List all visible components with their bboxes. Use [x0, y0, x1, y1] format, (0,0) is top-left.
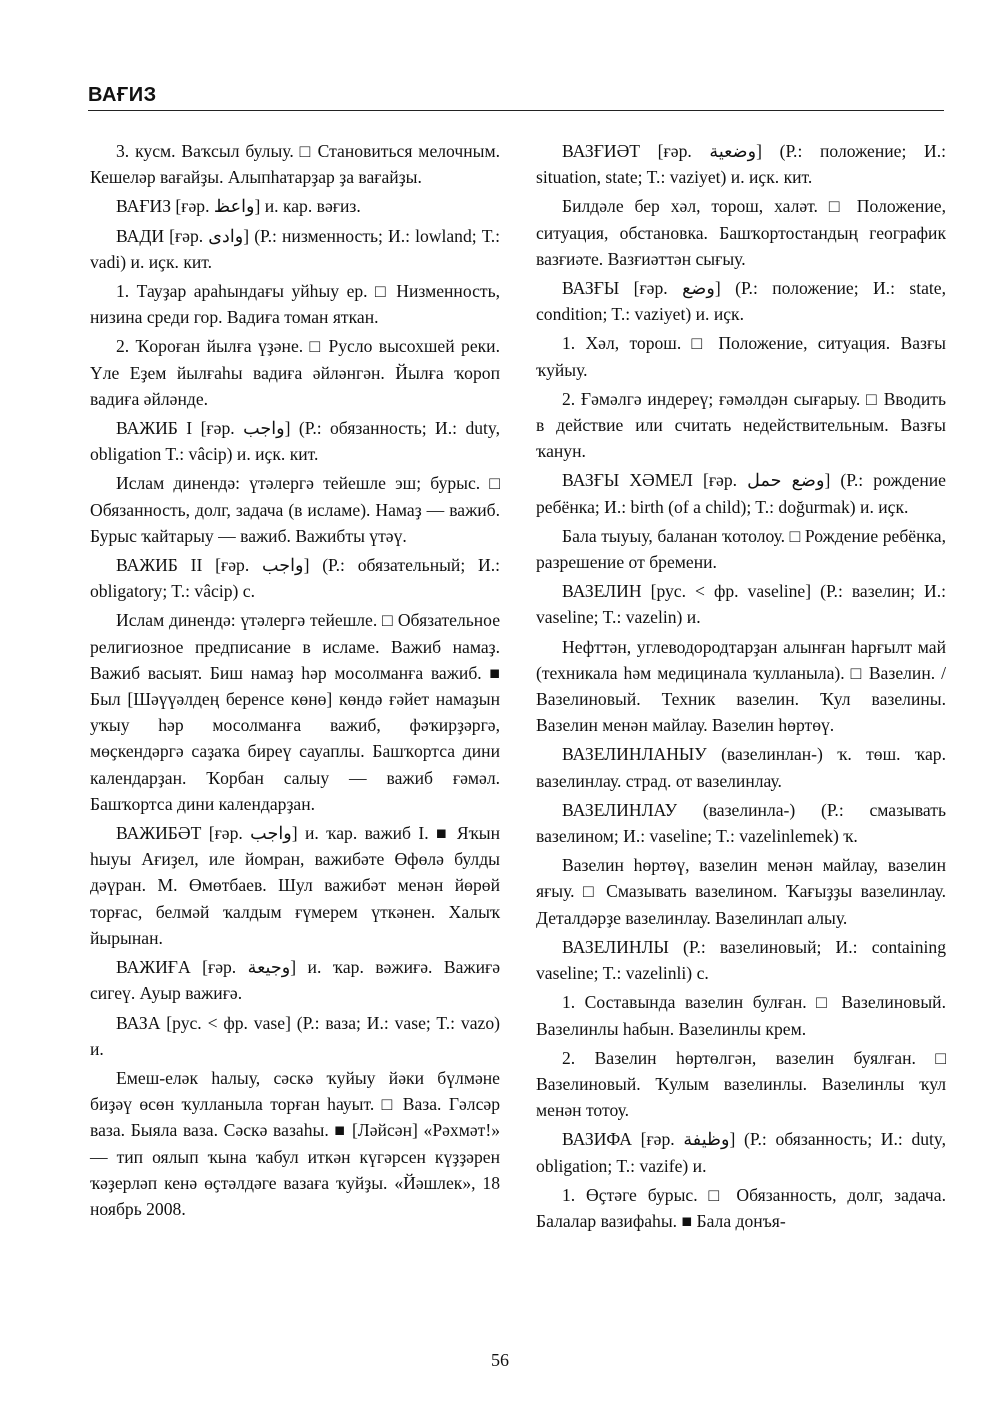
entry-paragraph: Ислам динендә: үтәлергә тейешле. □ Обязательное религиозное предписание в исламе. Важиб намаҙ. Важиб васыят. Биш намаҙ һәр мосолманға важиб. ■ Был [Шәүүәлдең беренсе көнө] көндә ғәйет намаҙын уҡыу һәр мосолманға важиб, фәҡирҙәргә, мөҫкендәргә саҙаҡа биреү сауаплы. Башҡортса дини календарҙан. Ҡорбан салыу — важиб ғәмәл. Башҡортса дини календарҙан. — [90, 610, 500, 814]
entry-paragraph: ВАЖИБ II [ғәр. واجب] (Р.: обязательный; И.: obligatory; T.: vâcip) с. — [90, 555, 500, 602]
entry-paragraph: ВАЗА [рус. < фр. vase] (Р.: ваза; И.: vase; T.: vazo) и. — [90, 1012, 500, 1059]
entry-paragraph: Емеш-еләк һалыу, сәскә ҡуйыу йәки бүлмәне биҙәү өсөн ҡулланыла торған һауыт. □ Ваза. Гәлсәр ваза. Быяла ваза. Сәскә вазаһы. ■ [Ләйсән] «Рәхмәт!» — тип оялып ҡына ҡабул иткән күгәрсен күҙҙәрен ҡәҙерләп кенә өҫтәлдәге вазаға ҡуйҙы. «Йәшлек», 18 ноябрь 2008. — [90, 1067, 500, 1219]
running-header: ВАҒИЗ — [88, 84, 157, 106]
entry-paragraph: ВАЗЕЛИНЛЫ (Р.: вазелиновый; И.: containing vaseline; T.: vazelinli) с. — [536, 936, 946, 984]
entry-paragraph: 1. Өҫтәге бурыс. □ Обязанность, долг, задача. Балалар вазифаһы. ■ Бала донъя- — [536, 1184, 946, 1231]
entry-paragraph: ВАЗИФА [ғәр. وظيفة] (Р.: обязанность; И.: duty, obligation; T.: vazife) и. — [536, 1129, 946, 1176]
entry-paragraph: ВАҒИЗ [ғәр. واعظ] и. кар. вәғиз. — [116, 196, 361, 217]
page-number: 56 — [491, 1350, 509, 1370]
entry-paragraph: ВАДИ [ғәр. وادى] (Р.: низменность; И.: lowland; Т.: vadi) и. иҫк. кит. — [90, 225, 500, 272]
entry-paragraph: Вазелин һөртөү, вазелин менән майлау, вазелин яғыу. □ Смазывать вазелином. Ҡағыҙҙы вазелинлау. Деталдәрҙе вазелинлау. Вазелинлап алыу. — [536, 855, 946, 928]
entry-paragraph: Бала тыуыу, баланан ҡотолоу. □ Рождение ребёнка, разрешение от бремени. — [536, 525, 946, 573]
entry-paragraph: 2. Вазелин һөртөлгән, вазелин буялған. □ Вазелиновый. Ҡулым вазелинлы. Вазелинлы ҡул менән тотоу. — [536, 1047, 946, 1121]
entry-paragraph: ВАЗҒЫ [ғәр. وضع] (Р.: положение; И.: state, condition; T.: vaziyet) и. иҫк. — [536, 278, 946, 325]
entry-paragraph: 2. Ҡороған йылға үҙәне. □ Русло высохшей реки. Үле Еҙем йылғаһы вадиға әйләнгән. Йылға ҡороп вадиға әйләнде. — [90, 336, 500, 409]
entry-paragraph: Билдәле бер хәл, торош, халәт. □ Положение, ситуация, обстановка. Башҡортостандың географик вазғиәте. Вазғиәттән сығыу. — [536, 196, 946, 269]
entry-paragraph: 1. Составында вазелин булған. □ Вазелиновый. Вазелинлы һабын. Вазелинлы крем. — [536, 992, 946, 1039]
entry-paragraph: ВАЗЕЛИНЛАНЫУ (вазелинлан-) ҡ. төш. ҡар. вазелинлау. страд. от вазелинлау. — [536, 744, 946, 791]
right-column — [536, 138, 946, 1237]
left-column — [90, 138, 500, 1225]
entry-paragraph: Нефттән, углеводородтарҙан алынған һарғылт май (техникала һәм медицинала ҡулланыла). □ Вазелин. / Вазелиновый. Техник вазелин. Ҡул вазелины. Вазелин менән майлау. Вазелин һөртөү. — [536, 636, 946, 736]
header-rule — [88, 110, 944, 111]
entry-paragraph: ВАЖИҒА [ғәр. وجيعة] и. ҡар. вәжиғә. Важиғә сигеү. Ауыр важиғә. — [90, 957, 501, 1004]
entry-paragraph: ВАЗЕЛИН [рус. < фр. vaseline] (Р.: вазелин; И.: vaseline; T.: vazelin) и. — [536, 581, 946, 628]
entry-paragraph: ВАЗЕЛИНЛАУ (вазелинла-) (Р.: смазывать вазелином; И.: vaseline; T.: vazelinlemek) ҡ. — [536, 799, 946, 847]
entry-paragraph: ВАЗҒИӘТ [ғәр. وضعية] (Р.: положение; И.: situation, state; T.: vaziyet) и. иҫк. кит. — [536, 141, 946, 188]
entry-paragraph: 1. Тауҙар араһындағы уйһыу ер. □ Низменность, низина среди гор. Вадиға томан яткан. — [90, 281, 500, 328]
entry-paragraph: ВАЗҒЫ ХӘМЕЛ [ғәр. وضع حمل] (Р.: рождение ребёнка; И.: birth (of a child); T.: doğurmak) и. иҫк. — [536, 470, 946, 517]
entry-paragraph: ВАЖИБӘТ [ғәр. واجب] и. ҡар. важиб I. ■ Яҡын һыуы Ағиҙел, иле йомран, важибәте Өфөлә булды дәүран. М. Өмөтбаев. Шул важибәт менән йөрөй торғас, белмәй ҡалдым ғүмерем үткәнен. Халыҡ йырынан. — [90, 823, 500, 948]
entry-paragraph: ВАЖИБ I [ғәр. واجب] (Р.: обязанность; И.: duty, obligation T.: vâcip) и. иҫк. кит. — [90, 418, 500, 465]
entry-paragraph: 2. Ғәмәлгә индереү; ғәмәлдән сығарыу. □ Вводить в действие или считать недействительным. Вазғы ҡанун. — [536, 388, 946, 462]
entry-paragraph: 3. кусм. Ваҡсыл булыу. □ Становиться мелочным. Кешеләр вағайҙы. Алыпһатарҙар ҙа вағайҙы. — [90, 141, 500, 188]
entry-paragraph: 1. Хәл, торош. □ Положение, ситуация. Вазғы ҡуйыу. — [536, 333, 946, 380]
entry-paragraph: Ислам динендә: үтәлергә тейешле эш; бурыс. □ Обязанность, долг, задача (в исламе). Намаҙ — важиб. Бурыс ҡайтарыу — важиб. Важибты үтәү. — [90, 473, 500, 546]
